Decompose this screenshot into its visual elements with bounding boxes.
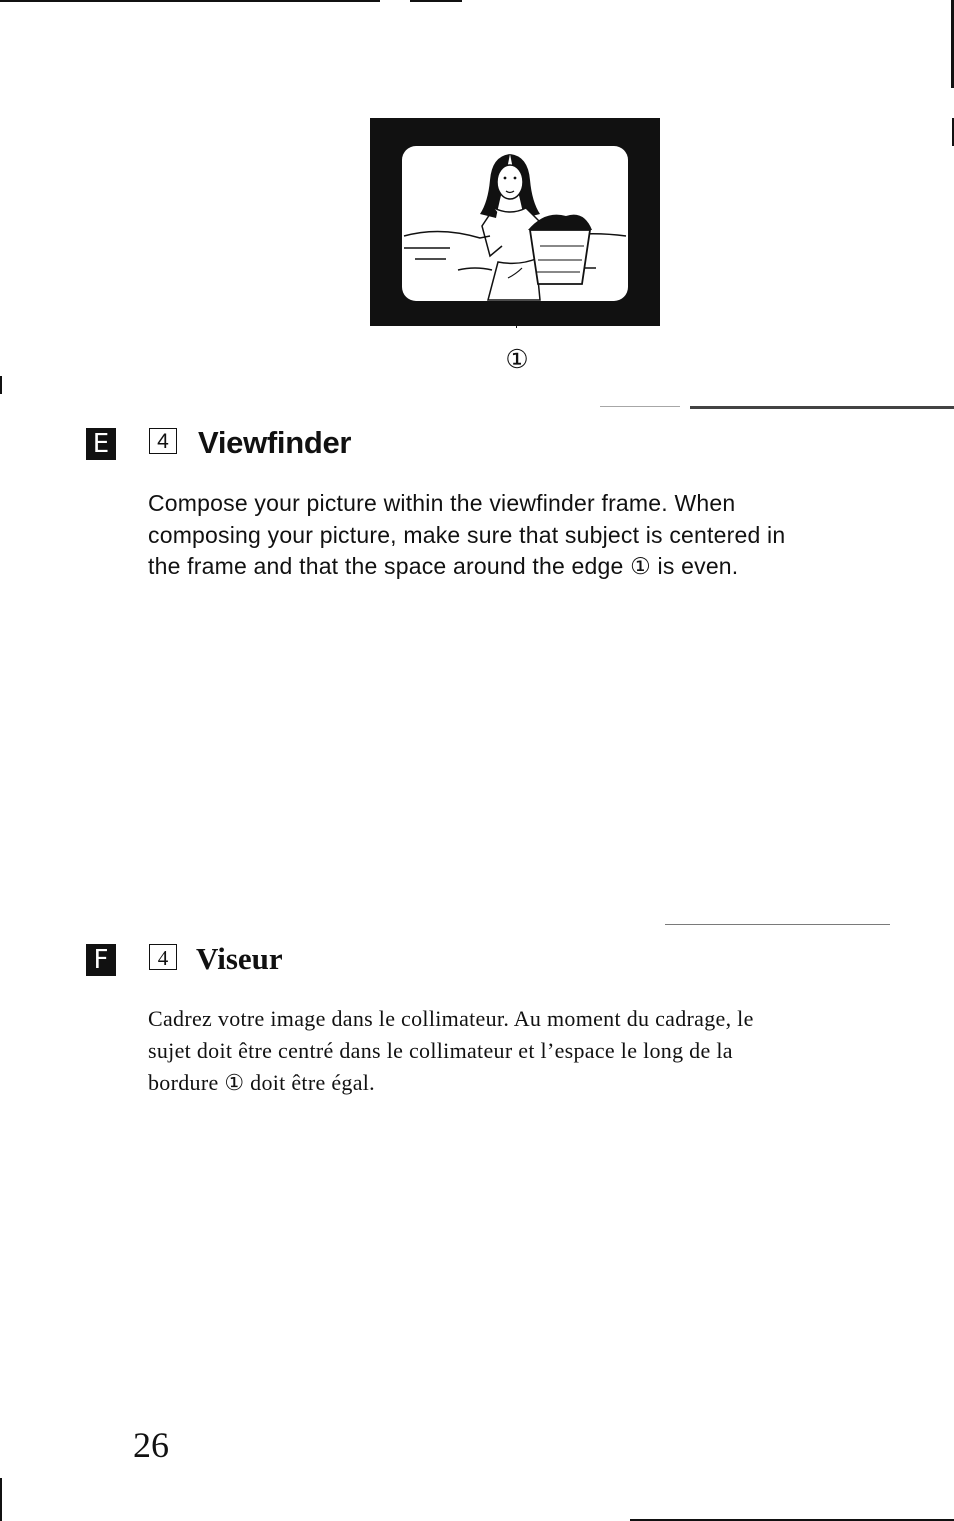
section-number-box: 4 [149, 944, 177, 970]
page-number: 26 [133, 1425, 169, 1465]
scan-left-bottom [0, 1478, 2, 1521]
body-line: bordure ① doit être égal. [148, 1070, 375, 1095]
scan-noise-line [690, 406, 954, 409]
scan-noise-line [665, 924, 890, 925]
viewfinder-illustration [370, 118, 660, 326]
body-line: the frame and that the space around the edge ① is even. [148, 553, 739, 579]
callout-leader-line [516, 312, 517, 328]
section-number-box: 4 [149, 428, 177, 454]
scan-left-tick [0, 376, 2, 394]
section-heading-english: Viewfinder [198, 425, 352, 460]
body-line: composing your picture, make sure that subject is centered in [148, 521, 786, 548]
scan-top-edge [0, 0, 380, 2]
scan-top-edge-right [410, 0, 462, 2]
section-body-french [148, 1003, 888, 1099]
scan-noise-line [600, 406, 680, 407]
language-badge-english: E [86, 428, 116, 460]
section-heading-french: Viseur [196, 941, 283, 976]
language-badge-french: F [86, 944, 116, 976]
callout-number: ① [505, 345, 529, 375]
body-line: Cadrez votre image dans le collimateur. Au moment du cadrage, le [148, 1006, 754, 1031]
section-body-english [148, 488, 898, 583]
body-line: Compose your picture within the viewfinder frame. When [148, 490, 736, 516]
body-line: sujet doit être centré dans le collimateur et l’espace le long de la [148, 1038, 733, 1063]
